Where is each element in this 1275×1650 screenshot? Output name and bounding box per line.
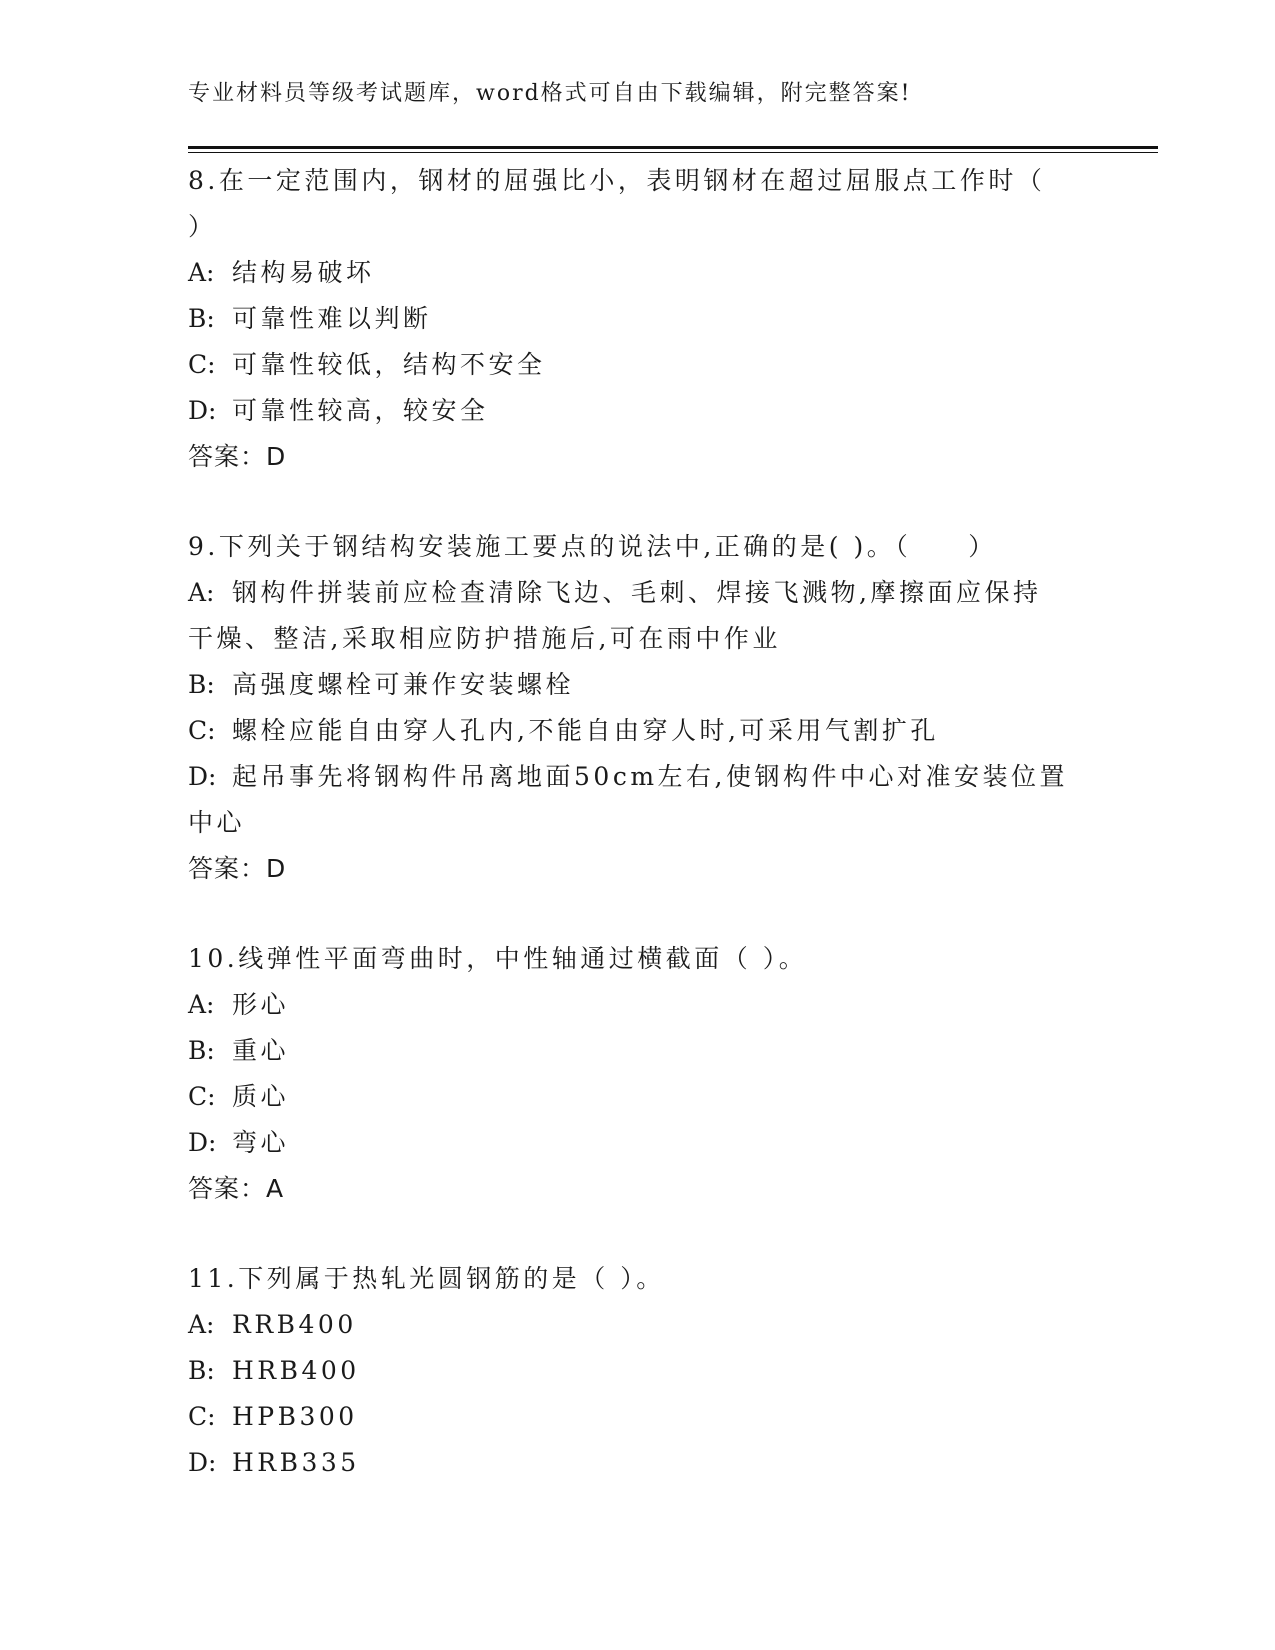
option-text: 起吊事先将钢构件吊离地面50cm左右,使钢构件中心对准安装位置 xyxy=(232,762,1068,791)
option-text: 可靠性较低，结构不安全 xyxy=(232,350,546,379)
option-text: HRB335 xyxy=(232,1448,360,1477)
option-text: 质心 xyxy=(232,1082,290,1111)
question-stem: 8.在一定范围内，钢材的屈强比小，表明钢材在超过屈服点工作时（ xyxy=(188,166,1046,195)
option-text: 重心 xyxy=(232,1036,290,1065)
header-rule-thin xyxy=(188,152,1158,153)
page-header: 专业材料员等级考试题库，word格式可自由下载编辑，附完整答案! xyxy=(188,81,912,106)
option-label: B: xyxy=(188,1036,215,1065)
option-text: 螺栓应能自由穿人孔内,不能自由穿人时,可采用气割扩孔 xyxy=(232,716,939,745)
option-line xyxy=(188,1120,1088,1166)
option-label: A: xyxy=(188,990,215,1019)
option-label: D: xyxy=(188,396,217,425)
question-stem: 9.下列关于钢结构安装施工要点的说法中,正确的是( )。（ ） xyxy=(188,532,997,561)
question-2 xyxy=(188,524,1088,892)
answer: 答案：D xyxy=(188,854,287,883)
question-4 xyxy=(188,1256,1088,1486)
option-text: 高强度螺栓可兼作安装螺栓 xyxy=(232,670,575,699)
option-label: D: xyxy=(188,1128,217,1157)
option-label: B: xyxy=(188,1356,215,1385)
option-label: C: xyxy=(188,1402,216,1431)
option-label: B: xyxy=(188,304,215,333)
header-rule-thick xyxy=(188,146,1158,149)
answer: 答案：D xyxy=(188,442,287,471)
question-list xyxy=(188,158,1088,1530)
option-label: C: xyxy=(188,716,216,745)
question-stem: ） xyxy=(188,212,217,241)
option-line xyxy=(188,616,1088,662)
option-text: 结构易破坏 xyxy=(232,258,375,287)
option-line xyxy=(188,982,1088,1028)
question-stem: 10.线弹性平面弯曲时，中性轴通过横截面（ ）。 xyxy=(188,944,808,973)
option-label: D: xyxy=(188,1448,217,1477)
option-text: HPB300 xyxy=(232,1402,358,1431)
option-line xyxy=(188,342,1088,388)
option-text: 钢构件拼装前应检查清除飞边、毛刺、焊接飞溅物,摩擦面应保持 xyxy=(232,578,1042,607)
option-label: A: xyxy=(188,1310,215,1339)
option-line xyxy=(188,1440,1088,1486)
question-1 xyxy=(188,158,1088,480)
option-label: A: xyxy=(188,578,215,607)
option-line xyxy=(188,1074,1088,1120)
option-text: 可靠性较高，较安全 xyxy=(232,396,489,425)
option-text: 弯心 xyxy=(232,1128,290,1157)
option-text: 中心 xyxy=(188,808,246,837)
option-label: C: xyxy=(188,350,216,379)
option-text: RRB400 xyxy=(232,1310,357,1339)
option-label: C: xyxy=(188,1082,216,1111)
option-line xyxy=(188,1348,1088,1394)
option-line xyxy=(188,570,1088,616)
question-stem: 11.下列属于热轧光圆钢筋的是（ ）。 xyxy=(188,1264,665,1293)
question-3 xyxy=(188,936,1088,1212)
option-text: HRB400 xyxy=(232,1356,360,1385)
answer: 答案：A xyxy=(188,1174,285,1203)
option-line xyxy=(188,800,1088,846)
option-line xyxy=(188,250,1088,296)
option-text: 可靠性难以判断 xyxy=(232,304,432,333)
option-line xyxy=(188,388,1088,434)
option-line xyxy=(188,754,1088,800)
option-label: B: xyxy=(188,670,215,699)
option-line xyxy=(188,708,1088,754)
option-line xyxy=(188,1028,1088,1074)
option-label: D: xyxy=(188,762,217,791)
option-line xyxy=(188,1394,1088,1440)
option-line xyxy=(188,662,1088,708)
option-line xyxy=(188,296,1088,342)
option-text: 形心 xyxy=(232,990,290,1019)
option-text: 干燥、整洁,采取相应防护措施后,可在雨中作业 xyxy=(188,624,781,653)
option-line xyxy=(188,1302,1088,1348)
option-label: A: xyxy=(188,258,215,287)
